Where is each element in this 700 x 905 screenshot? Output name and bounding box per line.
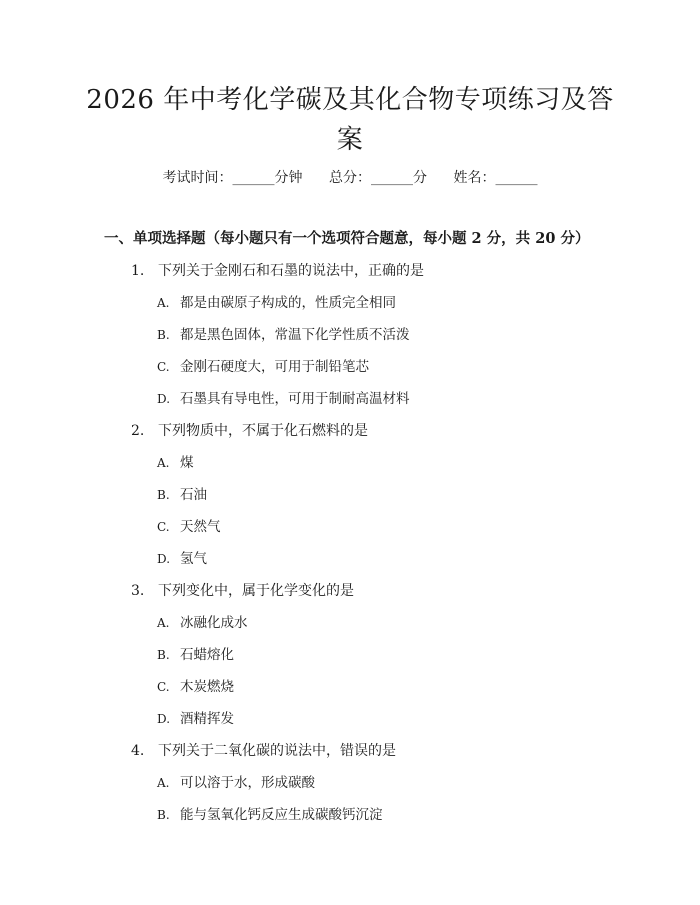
option	[157, 773, 315, 793]
question-number: 1.	[131, 263, 145, 279]
option-text: 氢气	[180, 551, 207, 567]
exam-time: 考试时间：______分钟	[162, 170, 303, 186]
option-text: 都是由碳原子构成的，性质完全相同	[180, 295, 396, 311]
question	[131, 421, 368, 441]
question-number: 3.	[131, 583, 145, 599]
option-letter: B.	[157, 328, 170, 342]
question-text: 下列变化中，属于化学变化的是	[158, 583, 354, 599]
total-score: 总分：______分	[329, 170, 427, 186]
option-text: 冰融化成水	[180, 615, 248, 631]
option-letter: A.	[157, 776, 170, 790]
option-text: 煤	[180, 455, 194, 471]
option-text: 都是黑色固体，常温下化学性质不活泼	[180, 327, 410, 343]
option	[157, 549, 207, 569]
option-text: 能与氢氧化钙反应生成碳酸钙沉淀	[180, 807, 383, 823]
option-letter: C.	[157, 520, 170, 534]
section-heading: 一、单项选择题（每小题只有一个选项符合题意，每小题 2 分，共 20 分）	[104, 230, 590, 247]
option	[157, 453, 194, 473]
question	[131, 741, 396, 761]
option-text: 石油	[180, 487, 207, 503]
option-letter: D.	[157, 392, 171, 406]
option-letter: B.	[157, 488, 170, 502]
question-text: 下列关于二氧化碳的说法中，错误的是	[158, 743, 396, 759]
option-letter: D.	[157, 712, 171, 726]
option-letter: C.	[157, 360, 170, 374]
option	[157, 293, 396, 313]
option-letter: D.	[157, 552, 171, 566]
option-text: 天然气	[180, 519, 221, 535]
option-letter: B.	[157, 648, 170, 662]
title-line-2: 案	[336, 125, 364, 155]
option	[157, 389, 410, 409]
document-title	[70, 80, 630, 160]
option	[157, 709, 234, 729]
question-text: 下列物质中，不属于化石燃料的是	[158, 423, 368, 439]
option-text: 金刚石硬度大，可用于制铅笔芯	[180, 359, 369, 375]
option	[157, 645, 234, 665]
option-text: 酒精挥发	[180, 711, 234, 727]
option	[157, 325, 410, 345]
option-letter: B.	[157, 808, 170, 822]
option-text: 石蜡熔化	[180, 647, 234, 663]
option	[157, 805, 383, 825]
option-letter: A.	[157, 616, 170, 630]
question	[131, 581, 354, 601]
question-number: 4.	[131, 743, 145, 759]
option	[157, 517, 221, 537]
exam-meta	[0, 168, 700, 188]
option-text: 可以溶于水，形成碳酸	[180, 775, 315, 791]
option-letter: A.	[157, 296, 170, 310]
option-text: 石墨具有导电性，可用于制耐高温材料	[180, 391, 410, 407]
option	[157, 357, 369, 377]
option-text: 木炭燃烧	[180, 679, 234, 695]
question	[131, 261, 424, 281]
question-number: 2.	[131, 423, 145, 439]
option	[157, 677, 234, 697]
student-name: 姓名：______	[453, 170, 538, 186]
option-letter: A.	[157, 456, 170, 470]
option	[157, 613, 248, 633]
title-line-1: 2026 年中考化学碳及其化合物专项练习及答	[86, 85, 614, 115]
question-text: 下列关于金刚石和石墨的说法中，正确的是	[158, 263, 424, 279]
option	[157, 485, 207, 505]
option-letter: C.	[157, 680, 170, 694]
